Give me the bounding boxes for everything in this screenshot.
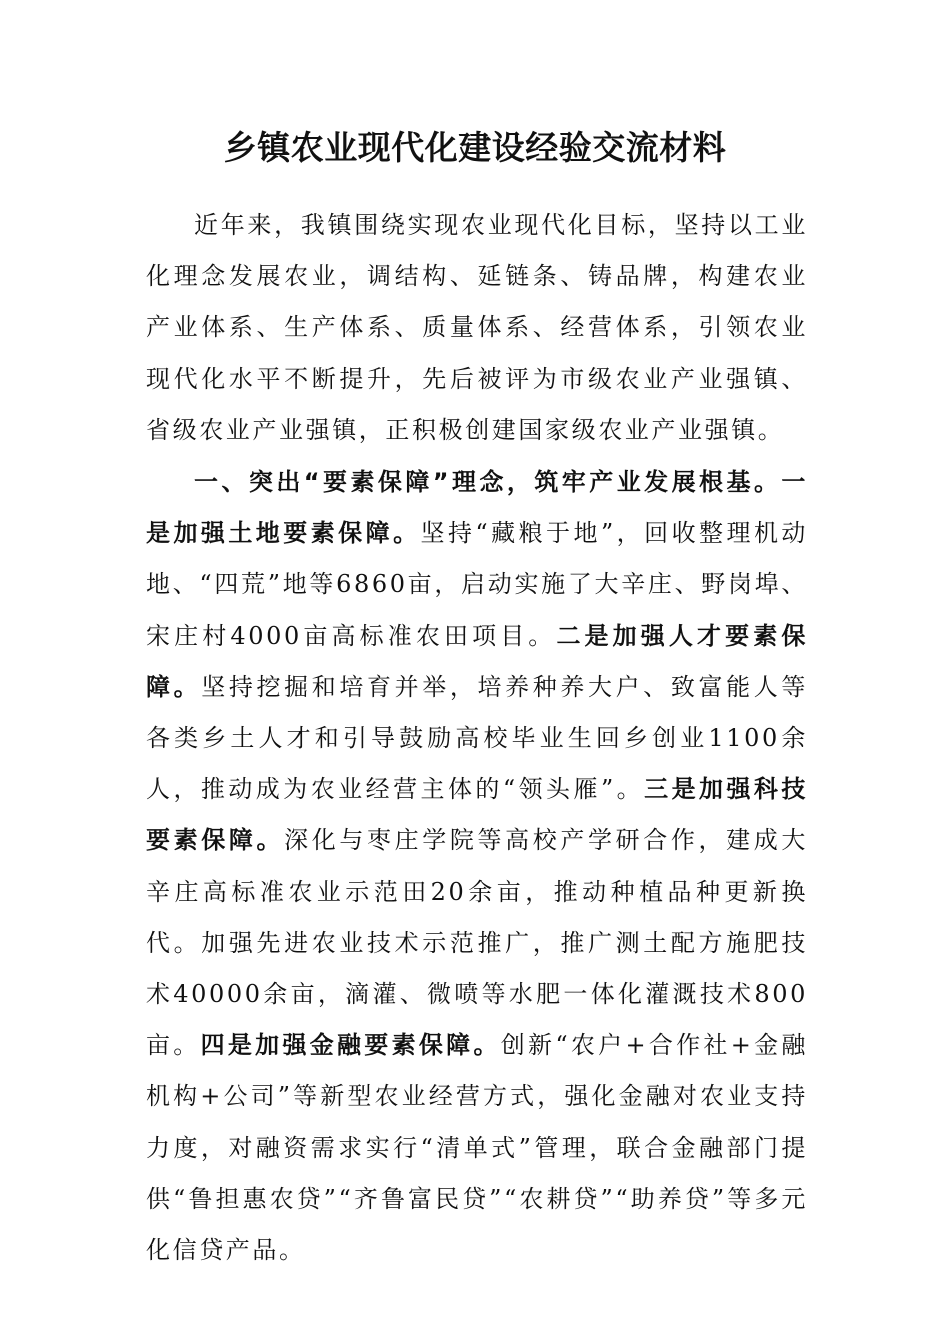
point-4-label: 四是加强金融要素保障。	[200, 1031, 501, 1060]
point-1-label: 一是加强土地要素保障。	[146, 468, 808, 548]
point-1-text: 坚持“藏粮于地”，回收整理机动地、“四荒”地等6860亩，启动实施了大辛庄、野岗埠、宋庄村4000亩高标准农田项目。	[146, 519, 809, 650]
point-3-label: 三是加强科技要素保障。	[146, 775, 808, 855]
section-1-paragraph	[146, 457, 808, 1276]
point-4-text: 创新“农户+合作社+金融机构+公司”等新型农业经营方式，强化金融对农业支持力度，对融资需求实行“清单式”管理，联合金融部门提供“鲁担惠农贷”“齐鲁富民贷”“农耕贷”“助养贷”等多元化信贷产品。	[146, 1031, 808, 1265]
intro-paragraph: 近年来，我镇围绕实现农业现代化目标，坚持以工业化理念发展农业，调结构、延链条、铸品牌，构建农业产业体系、生产体系、质量体系、经营体系，引领农业现代化水平不断提升，先后被评为市级农业产业强镇、省级农业产业强镇，正积极创建国家级农业产业强镇。	[146, 211, 808, 444]
point-2-text: 坚持挖掘和培育并举，培养种养大户、致富能人等各类乡土人才和引导鼓励高校毕业生回乡创业1100余人，推动成为农业经营主体的“领头雁”。	[146, 672, 809, 804]
document-title: 乡镇农业现代化建设经验交流材料	[223, 128, 727, 167]
point-3-text: 深化与枣庄学院等高校产学研合作，建成大辛庄高标准农业示范田20余亩，推动种植品种更新换代。加强先进农业技术示范推广，推广测土配方施肥技术40000余亩，滴灌、微喷等水肥一体化灌溉技术800亩。	[146, 826, 809, 1060]
section-1-heading: 一、突出“要素保障”理念，筑牢产业发展根基。	[194, 468, 782, 496]
point-2-label: 二是加强人才要素保障。	[146, 621, 808, 701]
